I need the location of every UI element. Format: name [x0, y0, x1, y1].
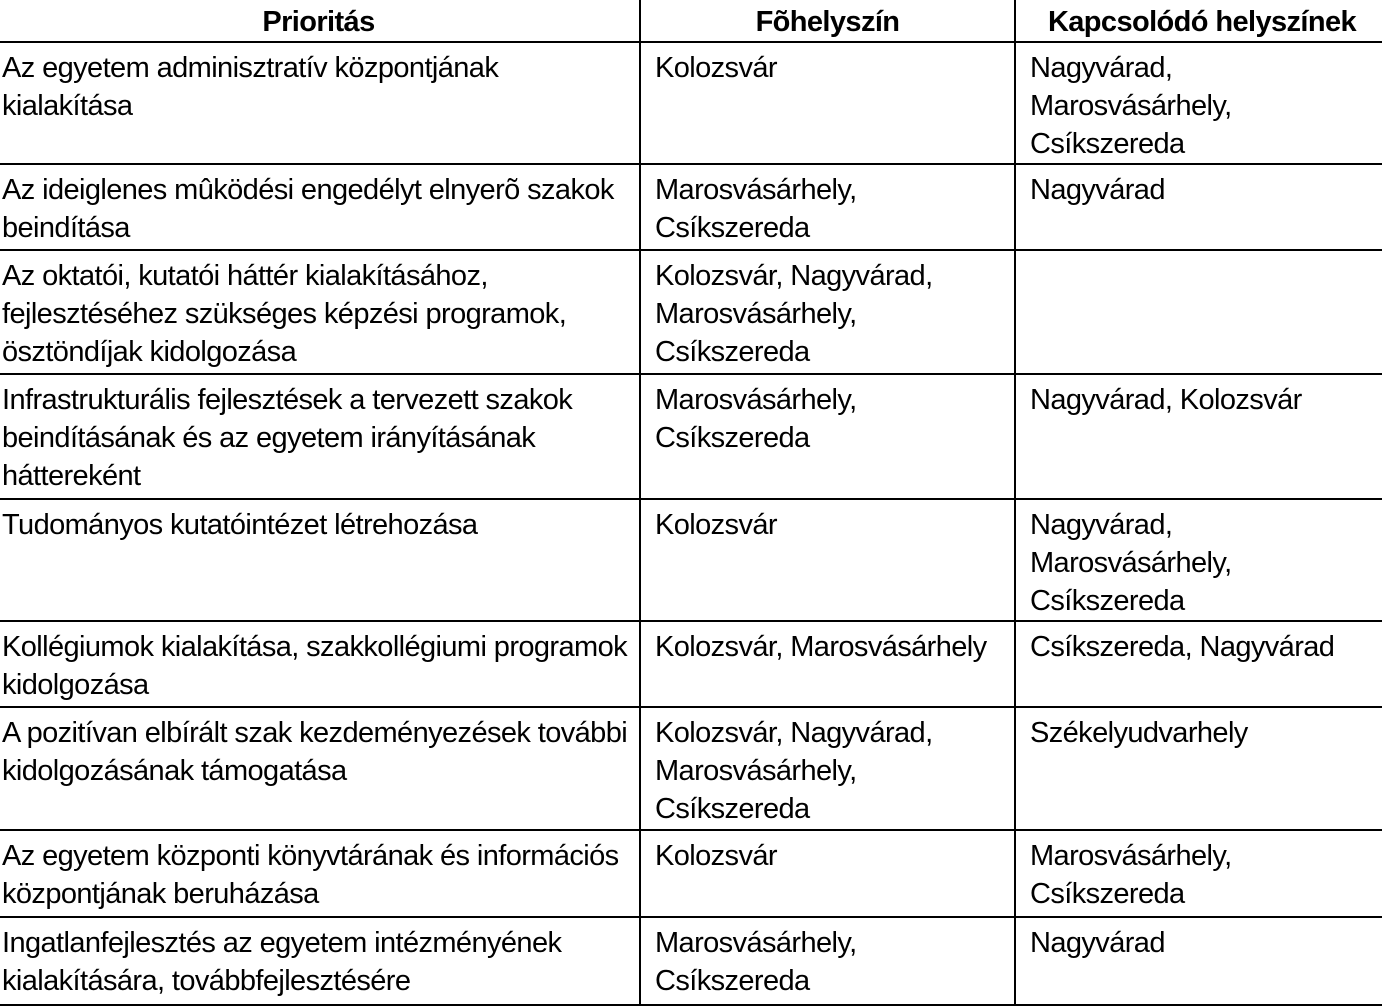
cell-main-location: Marosvásárhely, Csíkszereda	[640, 374, 1015, 499]
cell-main-location: Kolozsvár	[640, 499, 1015, 621]
cell-main-location: Marosvásárhely, Csíkszereda	[640, 164, 1015, 250]
cell-related-locations: Csíkszereda, Nagyvárad	[1015, 621, 1382, 707]
table-row	[0, 917, 1382, 1005]
table-header-row	[0, 0, 1382, 42]
cell-related-locations: Nagyvárad	[1015, 917, 1382, 1005]
cell-related-locations: Székelyudvarhely	[1015, 707, 1382, 830]
cell-related-locations: Marosvásárhely, Csíkszereda	[1015, 830, 1382, 917]
table-row	[0, 164, 1382, 250]
cell-related-locations: Nagyvárad, Kolozsvár	[1015, 374, 1382, 499]
cell-priority: Az oktatói, kutatói háttér kialakításához, fejlesztéséhez szükséges képzési programok, ösztöndíjak kidolgozása	[0, 250, 640, 374]
header-related-locations: Kapcsolódó helyszínek	[1015, 0, 1382, 42]
table-row	[0, 499, 1382, 621]
header-priority: Prioritás	[0, 0, 640, 42]
cell-priority: A pozitívan elbírált szak kezdeményezések további kidolgozásának támogatása	[0, 707, 640, 830]
table-row	[0, 250, 1382, 374]
header-main-location: Fõhelyszín	[640, 0, 1015, 42]
table-row	[0, 621, 1382, 707]
cell-related-locations: Nagyvárad, Marosvásárhely, Csíkszereda	[1015, 42, 1382, 164]
cell-priority: Ingatlanfejlesztés az egyetem intézményének kialakítására, továbbfejlesztésére	[0, 917, 640, 1005]
cell-priority: Infrastrukturális fejlesztések a tervezett szakok beindításának és az egyetem irányításának háttereként	[0, 374, 640, 499]
table-row	[0, 707, 1382, 830]
cell-priority: Az egyetem központi könyvtárának és információs központjának beruházása	[0, 830, 640, 917]
cell-main-location: Kolozsvár, Marosvásárhely	[640, 621, 1015, 707]
cell-main-location: Kolozsvár	[640, 42, 1015, 164]
table-row	[0, 42, 1382, 164]
cell-priority: Tudományos kutatóintézet létrehozása	[0, 499, 640, 621]
cell-priority: Kollégiumok kialakítása, szakkollégiumi programok kidolgozása	[0, 621, 640, 707]
cell-main-location: Kolozsvár, Nagyvárad, Marosvásárhely, Csíkszereda	[640, 250, 1015, 374]
cell-main-location: Kolozsvár, Nagyvárad, Marosvásárhely, Csíkszereda	[640, 707, 1015, 830]
cell-related-locations: Nagyvárad, Marosvásárhely, Csíkszereda	[1015, 499, 1382, 621]
cell-priority: Az ideiglenes mûködési engedélyt elnyerõ szakok beindítása	[0, 164, 640, 250]
cell-main-location: Marosvásárhely, Csíkszereda	[640, 917, 1015, 1005]
table-row	[0, 374, 1382, 499]
cell-related-locations	[1015, 250, 1382, 374]
cell-related-locations: Nagyvárad	[1015, 164, 1382, 250]
cell-main-location: Kolozsvár	[640, 830, 1015, 917]
cell-priority: Az egyetem adminisztratív központjának kialakítása	[0, 42, 640, 164]
table-row	[0, 830, 1382, 917]
